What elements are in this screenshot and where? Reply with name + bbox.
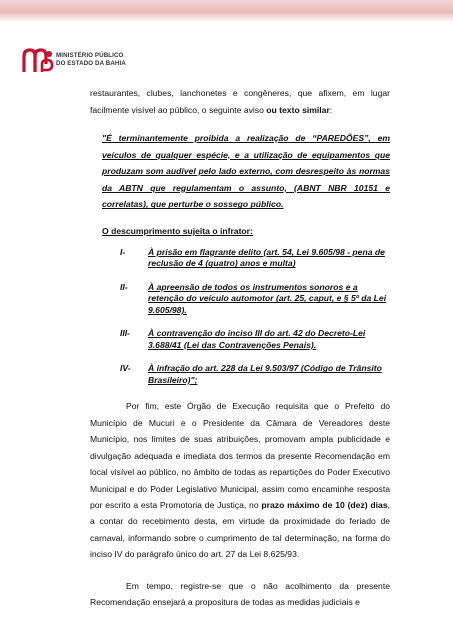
list-item — [120, 247, 390, 270]
item-text: À infração do art. 228 da Lei 9.503/97 (Código de Trânsito Brasileiro)"; — [148, 363, 382, 385]
item-number: IV- — [120, 363, 131, 374]
list-item — [120, 328, 390, 351]
item-text: À contravenção do inciso III do art. 42 do Decreto-Lei 3.688/41 (Lei das Contravenções Penais). — [148, 328, 366, 350]
penalty-lead: O descumprimento sujeita o infrator: — [102, 225, 253, 236]
intro-bold: ou texto similar — [266, 104, 330, 115]
mp-logo-icon — [22, 46, 54, 76]
item-text: À prisão em flagrante delito (art. 54, Lei 9.605/98 - pena de reclusão de 4 (quatro) anos e multa) — [148, 246, 385, 269]
item-text: À apreensão de todos os instrumentos sonoros e a retenção do veículo automotor (art. 25, caput, e § 5º da Lei 9.605/98). — [148, 281, 387, 315]
notice-quote: "É terminantemente proibida a realização de “PAREDÕES”, em veículos de qualquer espécie, e a utilização de equipamentos que produzam som audível pelo lado externo, com desrespeito às normas da ABTN que regulamentam o assunto, (ABNT NBR 10151 e correlatas), que perturbe o sossego público. — [102, 133, 390, 210]
list-item — [120, 282, 390, 317]
deadline-bold: prazo máximo de 10 (dez) dias — [261, 499, 388, 510]
item-number: III- — [120, 328, 131, 339]
org-line-1: MINISTÉRIO PÚBLICO — [56, 52, 124, 59]
paragraph-requisition — [90, 398, 390, 562]
org-name — [56, 52, 126, 67]
item-number: II- — [120, 281, 128, 292]
intro-end: : — [329, 104, 333, 115]
paragraph-intro — [90, 85, 390, 118]
document-body — [90, 85, 390, 611]
intro-text: restaurantes, clubes, lanchonetes e congêneres, que afixem, em lugar facilmente visível ao público, o seguinte aviso — [90, 88, 390, 115]
item-number: I- — [120, 246, 126, 257]
paragraph-closing: Em tempo, registre-se que o não acolhimento da presente Recomendação ensejará a propositura de todas as medidas judiciais e — [90, 580, 390, 608]
org-line-2: DO ESTADO DA BAHIA — [56, 59, 126, 67]
header-band — [0, 0, 453, 22]
requisition-text: Por fim, este Órgão de Execução requisita que o Prefeito do Município de Mucuri e o Presidente da Câmara de Vereadores deste Município, nos limites de suas atribuições, promovam ampla publicidade e divulgação adequada e imediata dos termos da presente Recomendação em local visível ao público, no âmbito de todas as repartições do Poder Executivo Municipal e do Poder Legislativo Municipal, assim como encaminhe resposta por escrito a esta Promotoria de Justiça, no — [90, 401, 390, 510]
requisition-end: , a contar do recebimento desta, em virtude da proximidade do feriado de carnaval, informando sobre o cumprimento de tal determinação, na forma do inciso IV do parágrafo único do art. 27 da Lei 8.625/93. — [90, 499, 391, 560]
list-item — [120, 363, 390, 386]
penalty-list — [120, 247, 390, 387]
mp-bahia-logo — [22, 46, 172, 80]
